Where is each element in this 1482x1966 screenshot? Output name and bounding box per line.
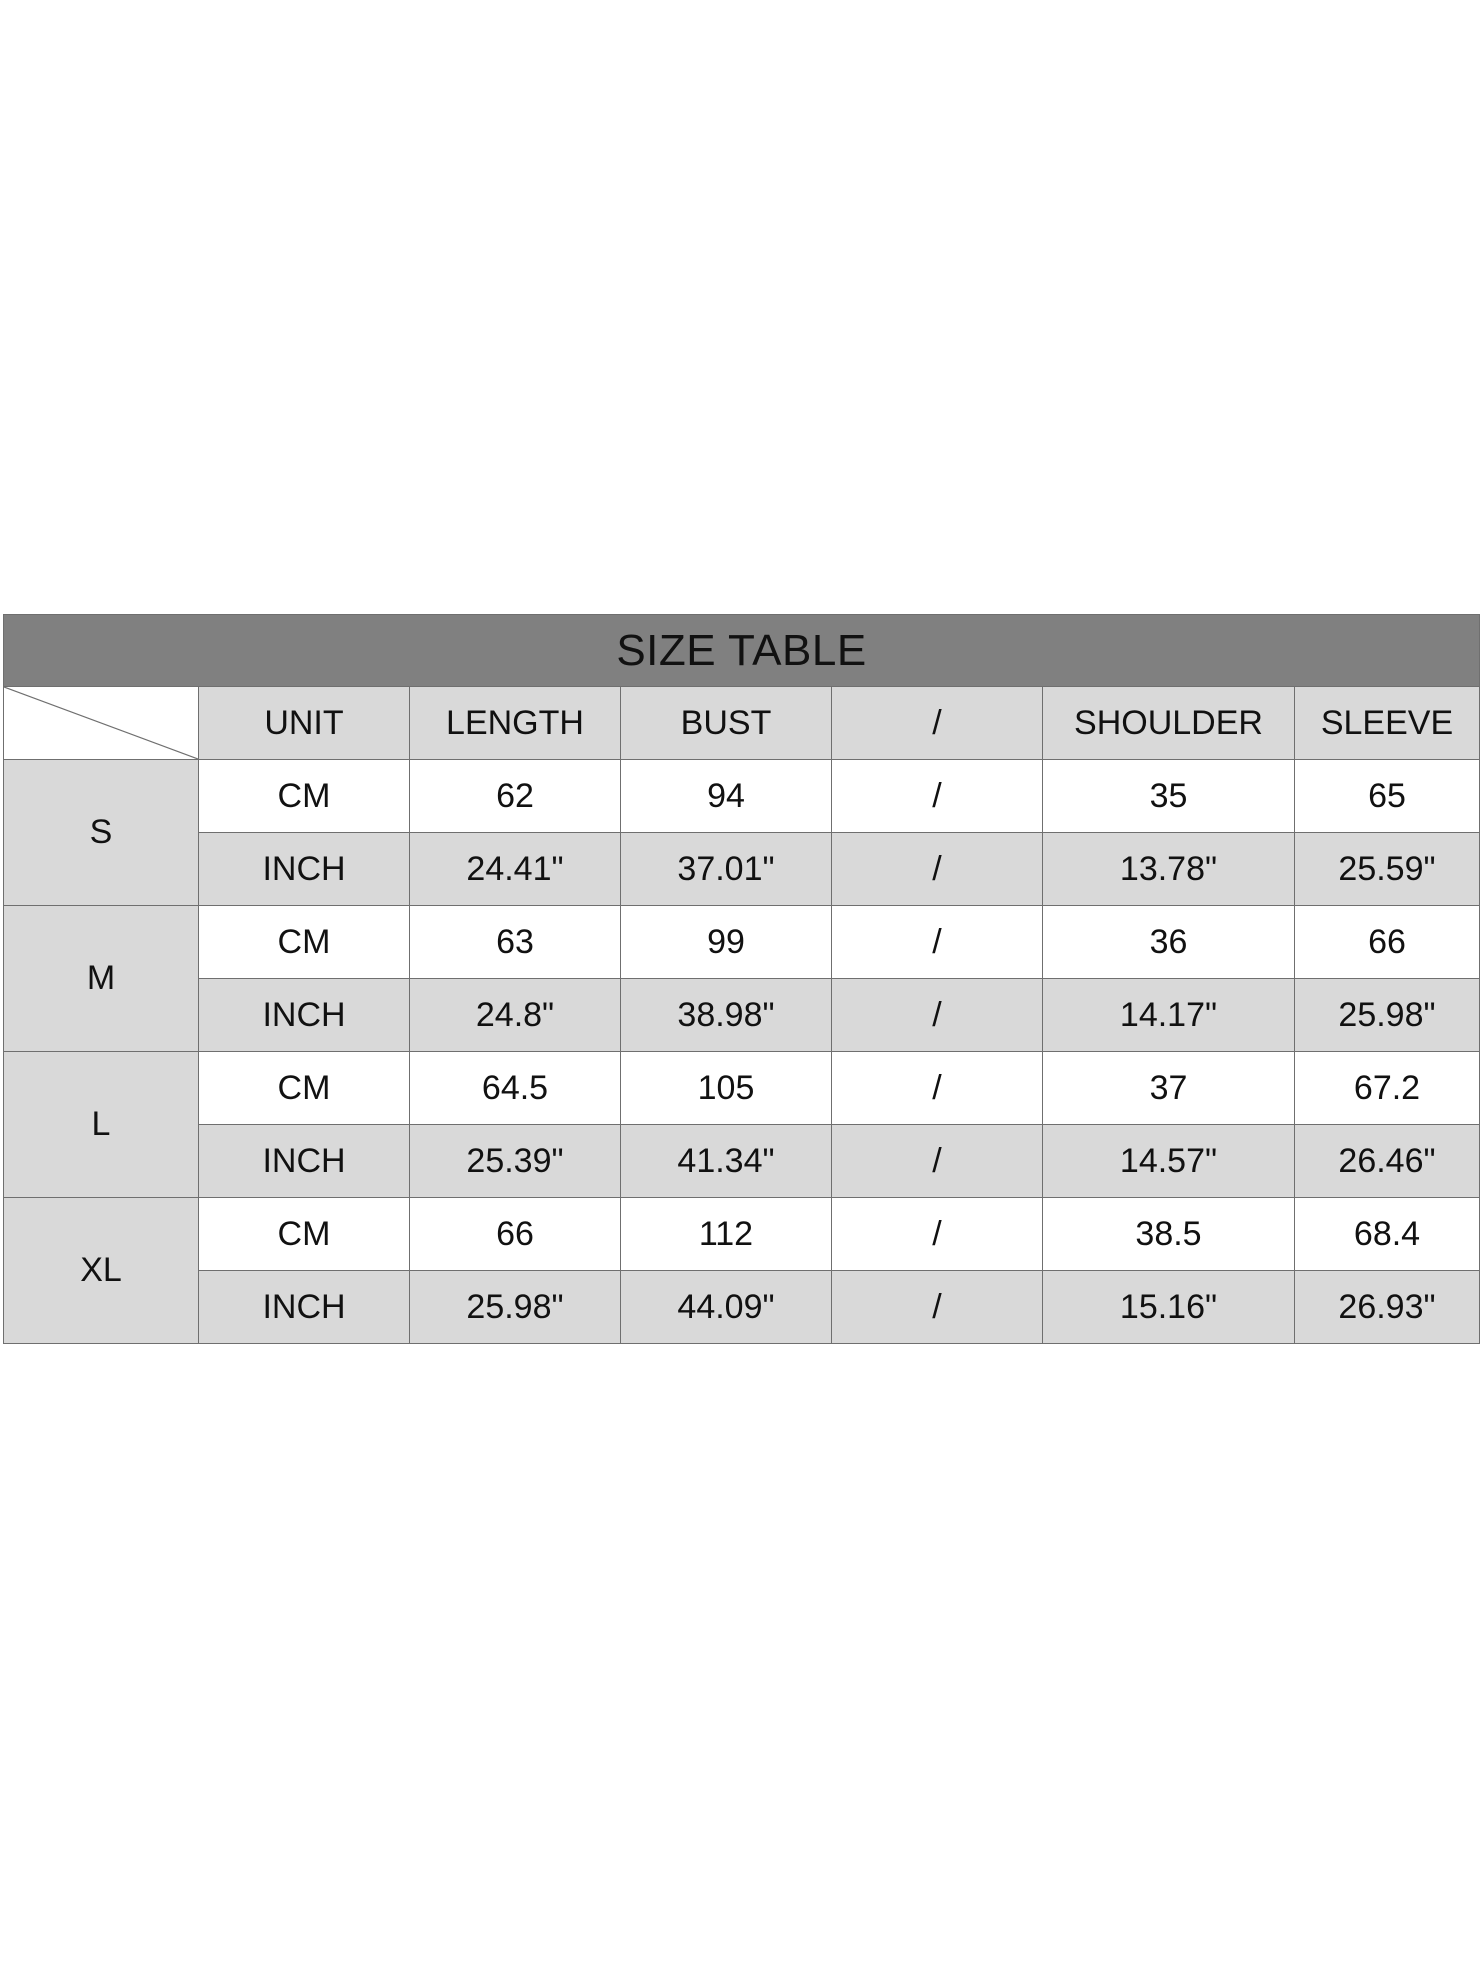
cell-length: 25.39" (410, 1125, 621, 1198)
table-row (4, 760, 1480, 833)
cell-sleeve: 25.59" (1295, 833, 1480, 906)
cell-unit: INCH (199, 979, 410, 1052)
cell-length: 63 (410, 906, 621, 979)
cell-slash: / (832, 979, 1043, 1052)
cell-unit: INCH (199, 1125, 410, 1198)
cell-unit: INCH (199, 833, 410, 906)
cell-length: 64.5 (410, 1052, 621, 1125)
table-row (4, 1125, 1480, 1198)
size-label: XL (4, 1198, 199, 1344)
cell-bust: 105 (621, 1052, 832, 1125)
cell-sleeve: 26.46" (1295, 1125, 1480, 1198)
cell-unit: INCH (199, 1271, 410, 1344)
table-row (4, 833, 1480, 906)
header-sleeve: SLEEVE (1295, 687, 1480, 760)
cell-length: 24.41" (410, 833, 621, 906)
table-row (4, 1052, 1480, 1125)
cell-sleeve: 25.98" (1295, 979, 1480, 1052)
cell-bust: 37.01" (621, 833, 832, 906)
corner-cell (4, 687, 199, 760)
cell-slash: / (832, 1125, 1043, 1198)
cell-sleeve: 26.93" (1295, 1271, 1480, 1344)
cell-slash: / (832, 833, 1043, 906)
table-row (4, 1271, 1480, 1344)
size-label: L (4, 1052, 199, 1198)
cell-length: 25.98" (410, 1271, 621, 1344)
cell-slash: / (832, 1052, 1043, 1125)
cell-shoulder: 15.16" (1043, 1271, 1295, 1344)
cell-bust: 38.98" (621, 979, 832, 1052)
size-label: M (4, 906, 199, 1052)
cell-bust: 94 (621, 760, 832, 833)
cell-shoulder: 37 (1043, 1052, 1295, 1125)
cell-bust: 112 (621, 1198, 832, 1271)
table-row (4, 1198, 1480, 1271)
cell-length: 62 (410, 760, 621, 833)
cell-length: 24.8" (410, 979, 621, 1052)
header-row (4, 687, 1480, 760)
header-shoulder: SHOULDER (1043, 687, 1295, 760)
cell-sleeve: 67.2 (1295, 1052, 1480, 1125)
cell-length: 66 (410, 1198, 621, 1271)
table-row (4, 979, 1480, 1052)
cell-bust: 99 (621, 906, 832, 979)
cell-shoulder: 35 (1043, 760, 1295, 833)
header-length: LENGTH (410, 687, 621, 760)
cell-shoulder: 13.78" (1043, 833, 1295, 906)
header-bust: BUST (621, 687, 832, 760)
cell-unit: CM (199, 1052, 410, 1125)
table-row (4, 906, 1480, 979)
header-slash: / (832, 687, 1043, 760)
cell-sleeve: 68.4 (1295, 1198, 1480, 1271)
cell-sleeve: 65 (1295, 760, 1480, 833)
cell-unit: CM (199, 906, 410, 979)
cell-slash: / (832, 906, 1043, 979)
table-title: SIZE TABLE (4, 615, 1480, 687)
cell-shoulder: 14.57" (1043, 1125, 1295, 1198)
cell-shoulder: 38.5 (1043, 1198, 1295, 1271)
cell-bust: 41.34" (621, 1125, 832, 1198)
cell-shoulder: 14.17" (1043, 979, 1295, 1052)
cell-unit: CM (199, 1198, 410, 1271)
header-unit: UNIT (199, 687, 410, 760)
size-label: S (4, 760, 199, 906)
cell-unit: CM (199, 760, 410, 833)
cell-slash: / (832, 1198, 1043, 1271)
table-body (4, 760, 1480, 1344)
cell-slash: / (832, 760, 1043, 833)
cell-shoulder: 36 (1043, 906, 1295, 979)
size-table (3, 614, 1480, 1344)
cell-slash: / (832, 1271, 1043, 1344)
cell-sleeve: 66 (1295, 906, 1480, 979)
cell-bust: 44.09" (621, 1271, 832, 1344)
diagonal-divider (4, 687, 198, 759)
